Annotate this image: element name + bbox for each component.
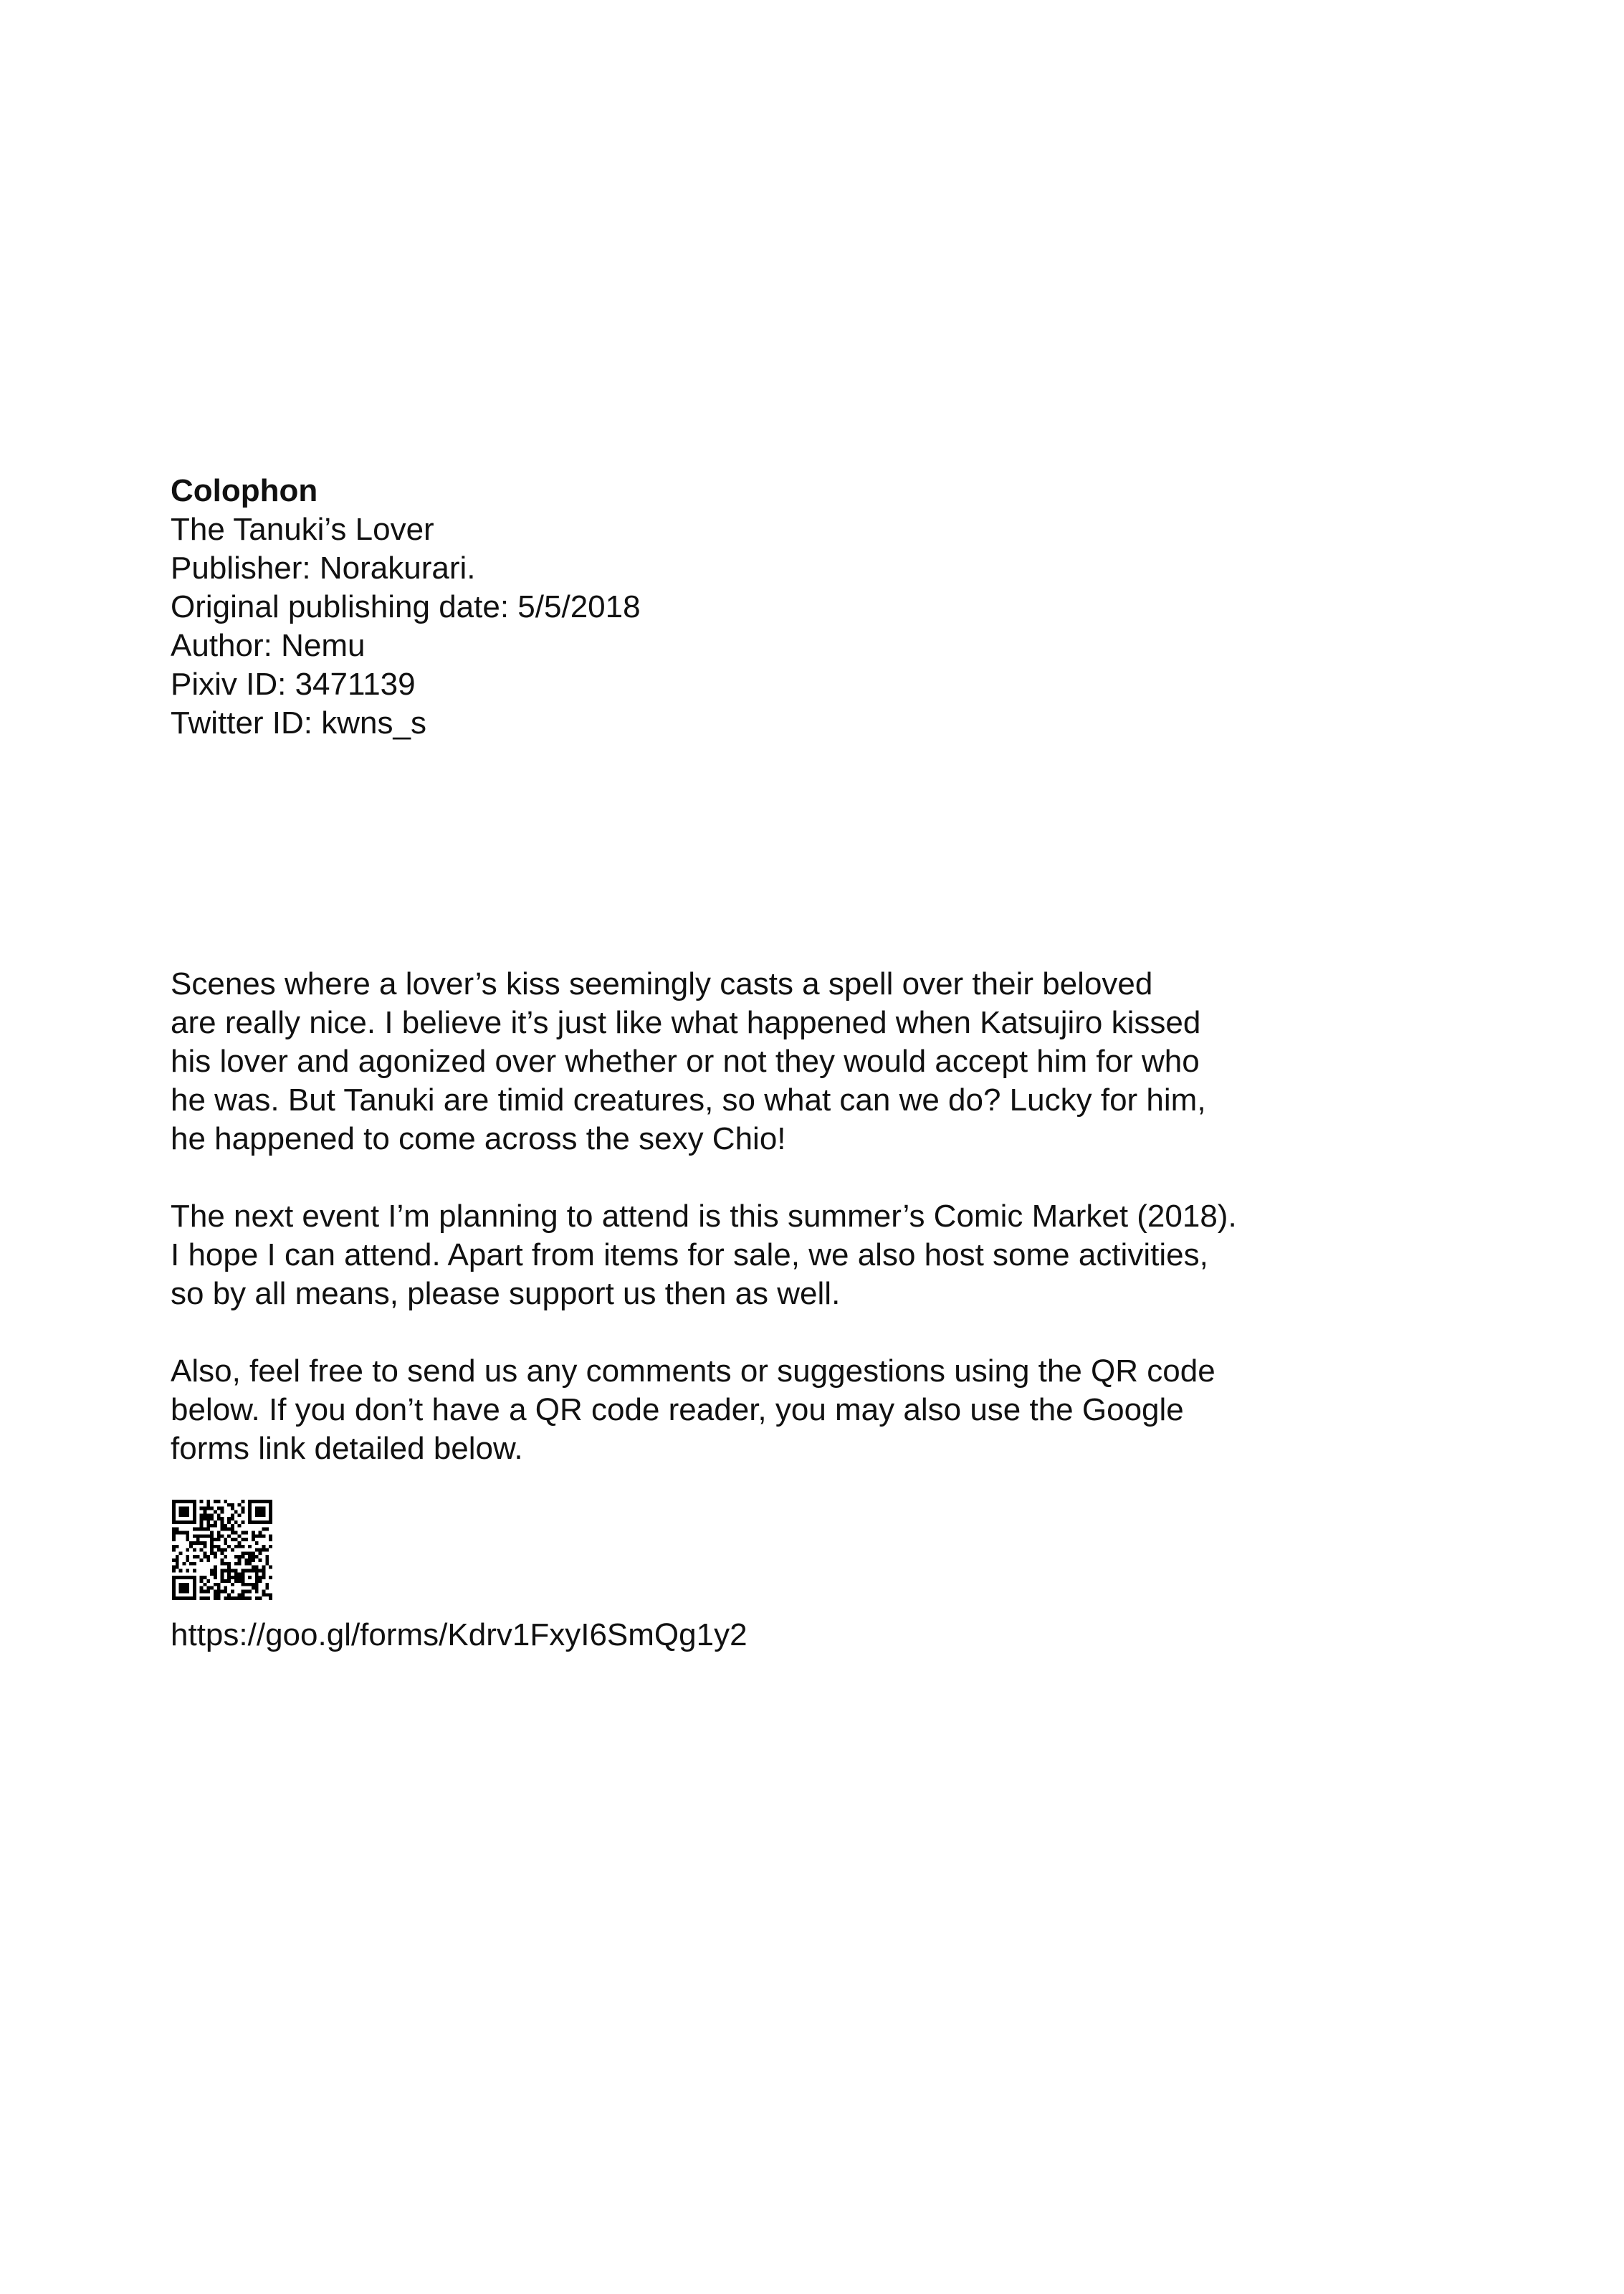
colophon-heading: Colophon bbox=[171, 473, 318, 508]
afterword-paragraph-3 bbox=[171, 1352, 1475, 1468]
paragraph-line: I hope I can attend. Apart from items for sale, we also host some activities, bbox=[171, 1237, 1208, 1272]
colophon-publisher: Publisher: Norakurari. bbox=[171, 551, 476, 586]
paragraph-line: his lover and agonized over whether or not they would accept him for who bbox=[171, 1044, 1200, 1079]
colophon-author: Author: Nemu bbox=[171, 628, 366, 663]
qr-code-icon[interactable] bbox=[172, 1500, 272, 1600]
afterword-paragraph-1 bbox=[171, 965, 1475, 1158]
paragraph-line: below. If you don’t have a QR code reader, you may also use the Google bbox=[171, 1392, 1184, 1427]
paragraph-line: he was. But Tanuki are timid creatures, so what can we do? Lucky for him, bbox=[171, 1082, 1206, 1118]
google-forms-link[interactable]: https://goo.gl/forms/Kdrv1FxyI6SmQg1y2 bbox=[171, 1617, 747, 1652]
afterword-paragraph-2 bbox=[171, 1197, 1475, 1313]
paragraph-line: Scenes where a lover’s kiss seemingly casts a spell over their beloved bbox=[171, 966, 1153, 1001]
colophon-pixiv-id: Pixiv ID: 3471139 bbox=[171, 667, 416, 702]
paragraph-line: are really nice. I believe it’s just like what happened when Katsujiro kissed bbox=[171, 1005, 1201, 1040]
paragraph-line: The next event I’m planning to attend is this summer’s Comic Market (2018). bbox=[171, 1199, 1237, 1234]
paragraph-line: forms link detailed below. bbox=[171, 1431, 523, 1466]
colophon-twitter-id: Twitter ID: kwns_s bbox=[171, 705, 426, 741]
colophon-block bbox=[171, 472, 1317, 743]
paragraph-line: so by all means, please support us then as well. bbox=[171, 1276, 841, 1311]
paragraph-line: Also, feel free to send us any comments or suggestions using the QR code bbox=[171, 1353, 1215, 1389]
paragraph-line: he happened to come across the sexy Chio! bbox=[171, 1121, 786, 1156]
colophon-title: The Tanuki’s Lover bbox=[171, 512, 434, 547]
colophon-publishing-date: Original publishing date: 5/5/2018 bbox=[171, 589, 641, 624]
afterword-text bbox=[171, 965, 1475, 1507]
